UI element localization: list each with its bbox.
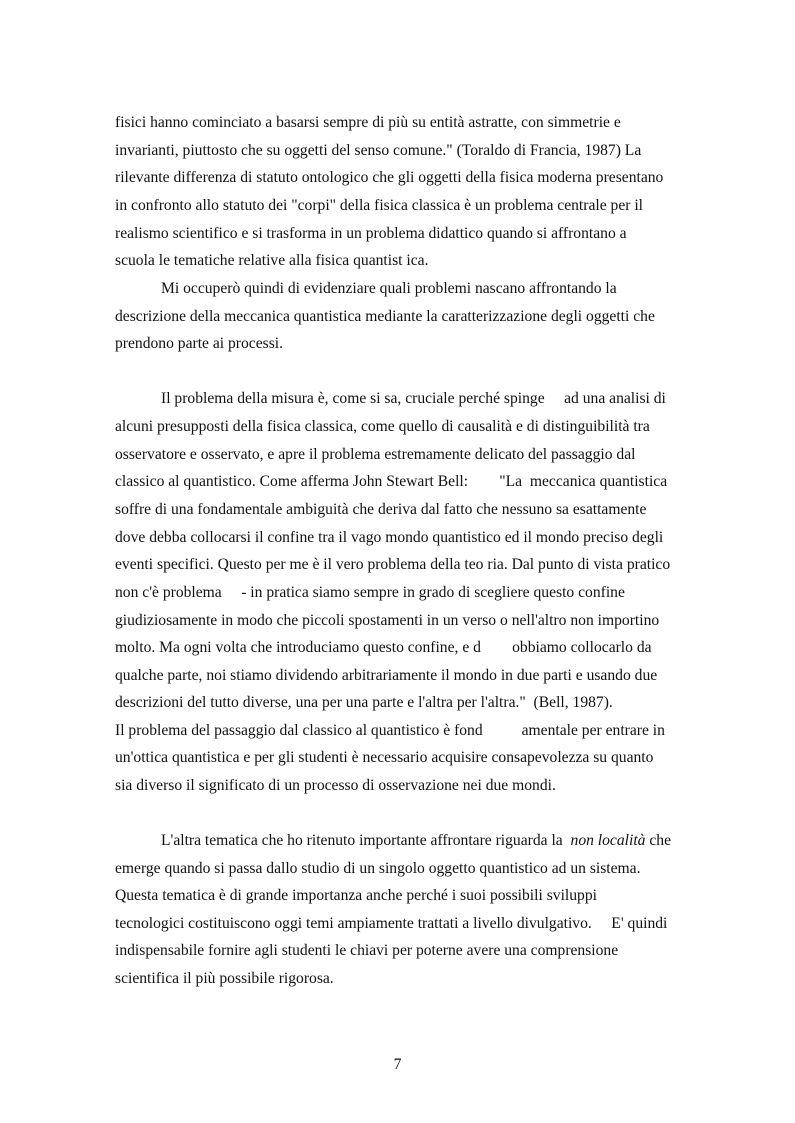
text-line: non c'è problema - in pratica siamo sempre in grado di scegliere questo confine: [115, 584, 625, 601]
text-line: dove debba collocarsi il confine tra il vago mondo quantistico ed il mondo preciso degli: [115, 529, 664, 546]
text-line: alcuni presupposti della fisica classica, come quello di causalità e di distinguibilità tra: [115, 418, 650, 435]
text-line: tecnologici costituiscono oggi temi ampiamente trattati a livello divulgativo. E' quindi: [115, 915, 668, 932]
text-line: eventi specifici. Questo per me è il vero problema della teo ria. Dal punto di vista pratico: [115, 556, 671, 573]
text-line: [161, 831, 671, 851]
text-line: indispensabile fornire agli studenti le chiavi per poterne avere una comprensione: [115, 942, 619, 959]
text-line: scientifica il più possibile rigorosa.: [115, 970, 334, 987]
text-line: un'ottica quantistica e per gli studenti è necessario acquisire consapevolezza su quanto: [115, 749, 654, 766]
text-line: descrizione della meccanica quantistica mediante la caratterizzazione degli oggetti che: [115, 308, 655, 325]
text-line: Il problema della misura è, come si sa, cruciale perché spinge ad una analisi di: [161, 390, 666, 407]
page-number: 7: [393, 1056, 402, 1073]
text-line: rilevante differenza di statuto ontologico che gli oggetti della fisica moderna presentano: [115, 169, 664, 186]
text-line: descrizioni del tutto diverse, una per una parte e l'altra per l'altra." (Bell, 1987).: [115, 694, 613, 711]
text-segment: L'altra tematica che ho ritenuto importante affrontare riguarda la: [161, 832, 571, 849]
text-line: invarianti, piuttosto che su oggetti del senso comune." (Toraldo di Francia, 1987) La: [115, 142, 642, 159]
text-line: osservatore e osservato, e apre il problema estremamente delicato del passaggio dal: [115, 446, 636, 463]
emphasis-non-localita: non località: [570, 832, 646, 849]
text-line: sia diverso il significato di un processo di osservazione nei due mondi.: [115, 777, 556, 794]
text-line: prendono parte ai processi.: [115, 335, 284, 352]
text-line: emerge quando si passa dallo studio di un singolo oggetto quantistico ad un sistema.: [115, 860, 641, 877]
text-line: Questa tematica è di grande importanza anche perché i suoi possibili sviluppi: [115, 887, 597, 904]
text-line: Il problema del passaggio dal classico al quantistico è fond amentale per entrare in: [115, 722, 665, 739]
text-line: realismo scientifico e si trasforma in un problema didattico quando si affrontano a: [115, 225, 627, 242]
text-line: scuola le tematiche relative alla fisica quantist ica.: [115, 252, 429, 269]
text-line: qualche parte, noi stiamo dividendo arbitrariamente il mondo in due parti e usando due: [115, 667, 658, 684]
text-line: molto. Ma ogni volta che introduciamo questo confine, e d obbiamo collocarlo da: [115, 639, 652, 656]
text-line: Mi occuperò quindi di evidenziare quali problemi nascano affrontando la: [161, 280, 617, 297]
text-line: giudiziosamente in modo che piccoli spostamenti in un verso o nell'altro non importino: [115, 612, 660, 629]
text-line: soffre di una fondamentale ambiguità che deriva dal fatto che nessuno sa esattamente: [115, 501, 647, 518]
text-line: in confronto allo statuto dei "corpi" della fisica classica è un problema centrale per il: [115, 197, 643, 214]
text-line: fisici hanno cominciato a basarsi sempre di più su entità astratte, con simmetrie e: [115, 114, 621, 131]
text-line: classico al quantistico. Come afferma John Stewart Bell: "La meccanica quantistica: [115, 473, 668, 490]
text-segment: che: [645, 832, 671, 849]
